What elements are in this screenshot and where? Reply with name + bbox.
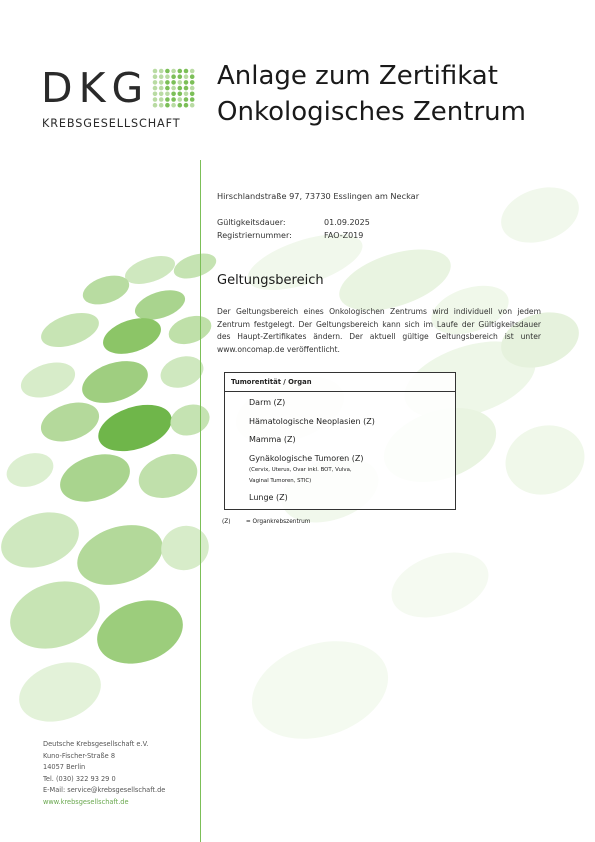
note-line-1: (Cervix, Uterus, Ovar inkl. BOT, Vulva, [249, 467, 352, 473]
footer-website-link[interactable]: www.krebsgesellschaft.de [43, 797, 129, 806]
address: Hirschlandstraße 97, 73730 Esslingen am Neckar [217, 191, 420, 201]
note-line-2: Vaginal Tumoren, STIC) [249, 477, 312, 484]
logo-dot [171, 69, 176, 74]
logo-dot [178, 103, 183, 108]
logo-dot [171, 97, 176, 102]
footer-city: 14057 Berlin [43, 763, 86, 772]
logo-dot [159, 97, 164, 102]
logo-dot [153, 103, 158, 108]
legend-value: = Organkrebszentrum [245, 519, 311, 525]
logo-dot [153, 80, 158, 85]
validity-value: 01.09.2025 [324, 218, 370, 227]
logo-dot [153, 86, 158, 91]
logo-dot [178, 92, 183, 97]
logo-dot [190, 80, 195, 85]
logo-dot [171, 86, 176, 91]
logo-dot [153, 97, 158, 102]
logo-dot [153, 74, 158, 79]
logo-dot [165, 103, 170, 108]
logo-dot [159, 86, 164, 91]
logo-dot [165, 74, 170, 79]
logo-dot [190, 74, 195, 79]
logo-dot [171, 92, 176, 97]
logo-dot [165, 97, 170, 102]
registry-row [217, 229, 370, 242]
scope-text: Der Geltungsbereich eines Onkologischen Zentrums wird individuell von jedem Zentrum festgelegt. Der Geltungsbereich kann sich im Laufe der Gültigkeitsdauer des Haupt-Zertifikates ändern. Der aktuell gültige Geltungsbereich ist unter www.oncomap.de veröffentlicht. [217, 307, 541, 354]
legend [222, 519, 310, 525]
vertical-divider [200, 160, 201, 842]
table-header: Tumorentität / Organ [225, 373, 455, 392]
logo-dot [190, 92, 195, 97]
validity-label: Gültigkeitsdauer: [217, 218, 286, 227]
scope-heading: Geltungsbereich [217, 273, 324, 288]
title-line-1: Anlage zum Zertifikat [217, 61, 498, 91]
logo-dot [153, 69, 158, 74]
table-row: Hämatologische Neoplasien (Z) [249, 417, 375, 426]
logo-dots-icon [152, 68, 195, 108]
logo-dot [178, 74, 183, 79]
logo-dot [184, 74, 189, 79]
logo-dot [171, 74, 176, 79]
logo-dot [184, 92, 189, 97]
logo-dot [165, 69, 170, 74]
logo-dot [171, 80, 176, 85]
tumor-entity-table [224, 372, 456, 510]
logo-mark: DKG [41, 64, 150, 112]
footer-phone: Tel. (030) 322 93 29 0 [43, 774, 116, 783]
footer-org: Deutsche Krebsgesellschaft e.V. [43, 740, 149, 748]
logo-dot [184, 97, 189, 102]
registry-label: Registriernummer: [217, 231, 292, 240]
table-row: Mamma (Z) [249, 435, 296, 444]
logo-dot [178, 86, 183, 91]
title-line-2: Onkologisches Zentrum [217, 97, 526, 127]
validity-row [217, 216, 370, 229]
registry-value: FAO-Z019 [324, 231, 364, 240]
logo-dot [159, 69, 164, 74]
logo-dot [190, 86, 195, 91]
table-row: Lunge (Z) [249, 493, 288, 502]
logo-dot [165, 80, 170, 85]
logo-dot [184, 103, 189, 108]
logo-dot [159, 80, 164, 85]
footer-email[interactable]: E-Mail: service@krebsgesellschaft.de [43, 786, 166, 795]
logo-dot [190, 97, 195, 102]
logo-dot [178, 97, 183, 102]
logo-dot [159, 92, 164, 97]
footer-contact [43, 739, 165, 809]
logo-dot [184, 69, 189, 74]
green-ellipses-left [0, 249, 219, 732]
logo-dot [184, 86, 189, 91]
logo-dot [165, 86, 170, 91]
logo-dot [178, 69, 183, 74]
page-title [217, 58, 526, 130]
logo-dot [159, 74, 164, 79]
logo-dot [190, 103, 195, 108]
table-row: Darm (Z) [249, 398, 286, 407]
logo-dot [165, 92, 170, 97]
logo-dot [184, 80, 189, 85]
legend-key: (Z) [222, 519, 231, 525]
logo-subtitle: KREBSGESELLSCHAFT [42, 117, 181, 130]
table-row: Gynäkologische Tumoren (Z) [249, 454, 364, 463]
table-row-note [249, 465, 352, 486]
logo-dot [153, 92, 158, 97]
dkg-logo [41, 66, 201, 136]
certificate-meta [217, 216, 370, 242]
logo-dot [159, 103, 164, 108]
logo-dot [178, 80, 183, 85]
logo-dot [171, 103, 176, 108]
logo-dot [190, 69, 195, 74]
footer-street: Kuno-Fischer-Straße 8 [43, 751, 116, 760]
